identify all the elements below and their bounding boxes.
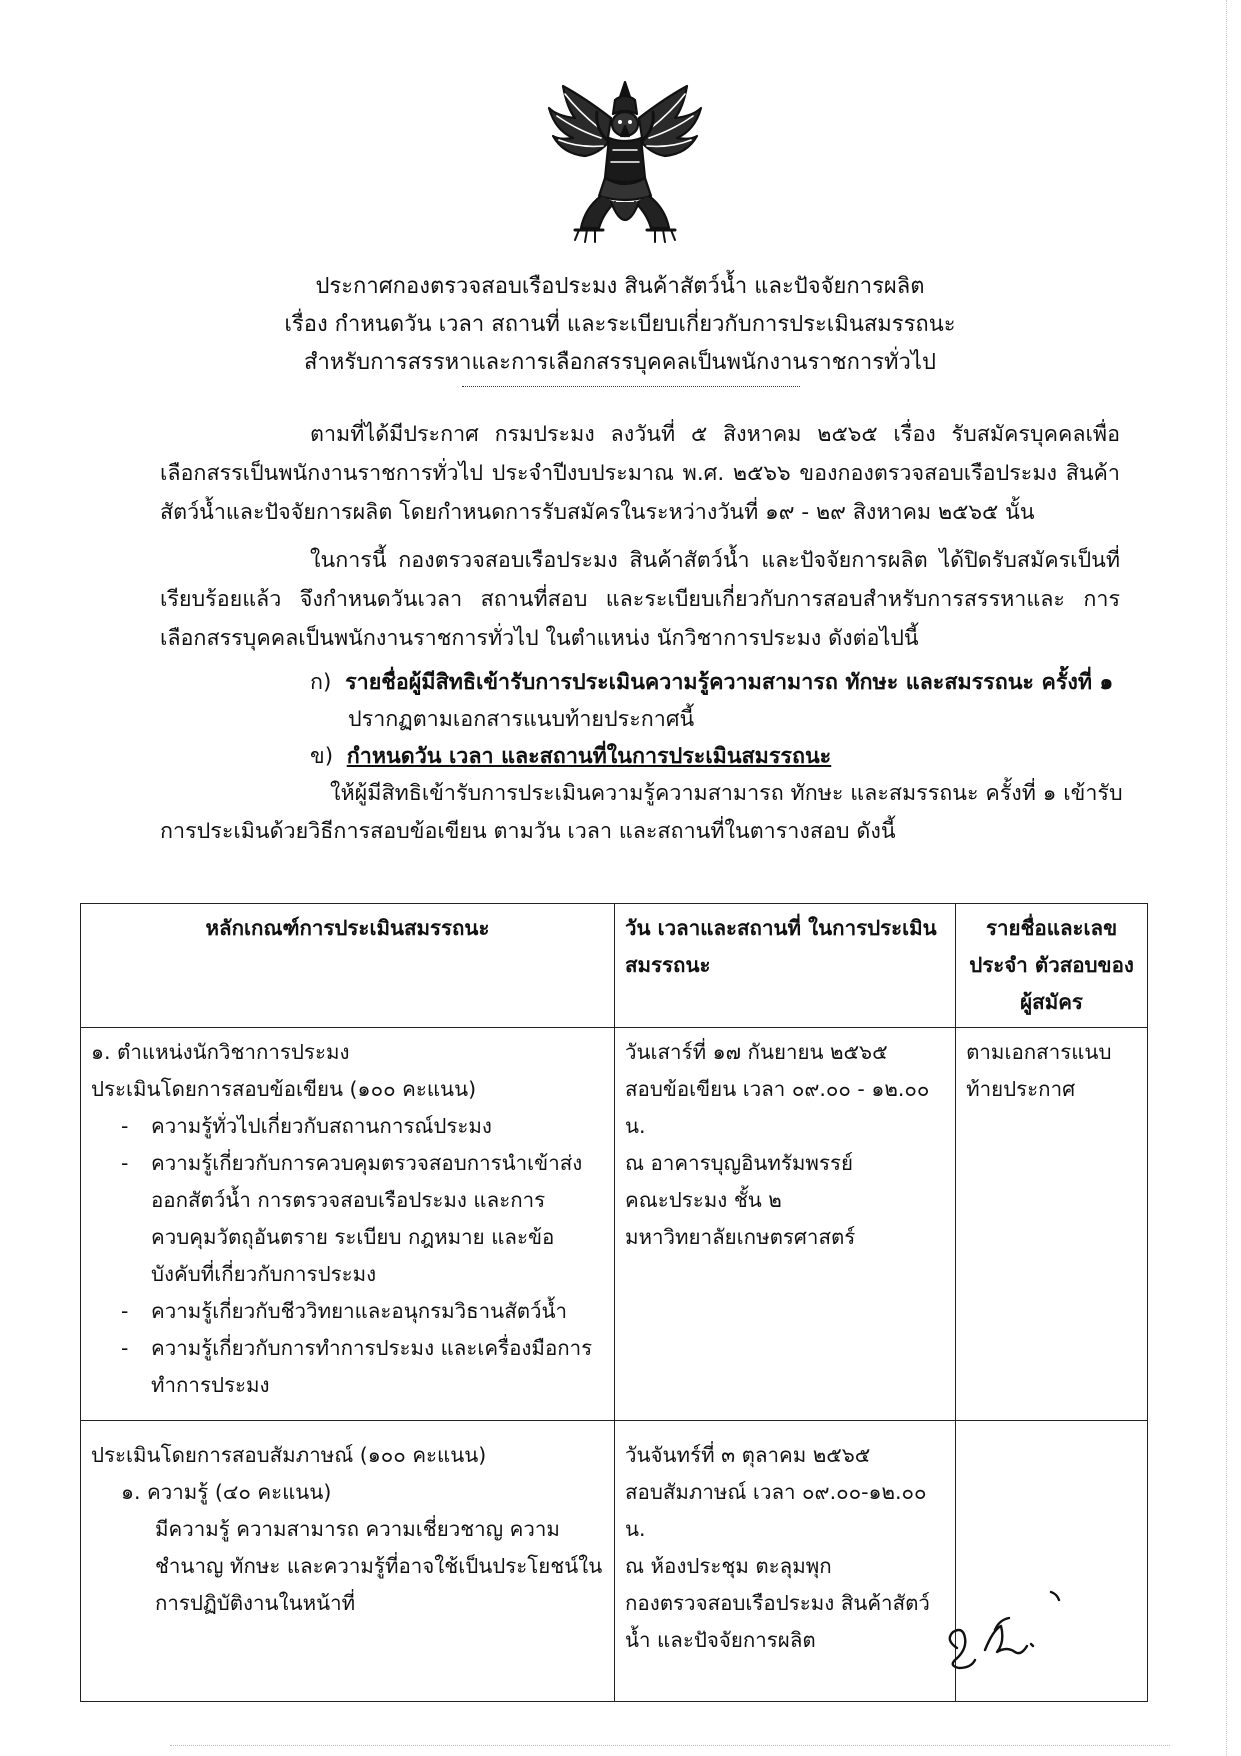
item-b-label: ข) xyxy=(310,744,334,769)
table-header-row xyxy=(81,904,1148,1028)
row2-sub-text: มีความรู้ ความสามารถ ความเชี่ยวชาญ ความชำนาญ ทักษะ และความรู้ที่อาจใช้เป็นประโยชน์ในการปฏิบัติงานในหน้าที่ xyxy=(155,1517,603,1615)
item-a-title: รายชื่อผู้มีสิทธิเข้ารับการประเมินความรู้ความสามารถ ทักษะ และสมรรถนะ ครั้งที่ ๑ xyxy=(345,670,1114,695)
row1-bullet-3 xyxy=(91,1293,604,1330)
row2-place-2: กองตรวจสอบเรือประมง สินค้าสัตว์น้ำ และปัจจัยการผลิต xyxy=(625,1591,930,1652)
bullet-text: ความรู้เกี่ยวกับการควบคุมตรวจสอบการนำเข้าส่งออกสัตว์น้ำ การตรวจสอบเรือประมง และการควบคุมวัตถุอันตราย ระเบียบ กฎหมาย และข้อบังคับที่เกี่ยวกับการประมง xyxy=(151,1151,583,1286)
row2-date: วันจันทร์ที่ ๓ ตุลาคม ๒๕๖๕ xyxy=(625,1443,871,1467)
row1-criteria xyxy=(81,1028,615,1421)
title-divider xyxy=(462,386,800,387)
row2-place-1: ณ ห้องประชุม ตะลุมพุก xyxy=(625,1554,832,1578)
scan-right-edge xyxy=(1226,0,1227,1756)
exam-schedule-table xyxy=(80,903,1148,1702)
table-row xyxy=(81,1028,1148,1421)
row1-time: สอบข้อเขียน เวลา ๐๙.๐๐ - ๑๒.๐๐ น. xyxy=(625,1077,930,1138)
bullet-dash: - xyxy=(121,1151,129,1175)
bullet-dash: - xyxy=(121,1114,129,1138)
announcement-title-line-3: สำหรับการสรรหาและการเลือกสรรบุคคลเป็นพนักงานราชการทั่วไป xyxy=(304,350,936,375)
row1-place-2: คณะประมง ชั้น ๒ xyxy=(625,1188,782,1212)
row1-method: ประเมินโดยการสอบข้อเขียน (๑๐๐ คะแนน) xyxy=(91,1077,477,1101)
paragraph-2-text: ในการนี้ กองตรวจสอบเรือประมง สินค้าสัตว์น้ำ และปัจจัยการผลิต ได้ปิดรับสมัครเป็นที่เรียบร้อยแล้ว จึงกำหนดวันเวลา สถานที่สอบ และระเบียบเกี่ยวกับการสอบสำหรับการสรรหาและ การเลือกสรรบุคคลเป็นพนักงานราชการทั่วไป ในตำแหน่ง นักวิชาการประมง ดังต่อไปนี้ xyxy=(160,548,1120,651)
garuda-emblem-icon xyxy=(545,78,705,246)
item-b-text-2: การประเมินด้วยวิธีการสอบข้อเขียน ตามวัน เวลา และสถานที่ในตารางสอบ ดังนี้ xyxy=(160,819,896,844)
paragraph-2 xyxy=(160,541,1120,658)
announcement-title-line-1: ประกาศกองตรวจสอบเรือประมง สินค้าสัตว์น้ำ และปัจจัยการผลิต xyxy=(315,274,925,299)
scan-edge-dots xyxy=(170,1745,1170,1746)
row2-method: ประเมินโดยการสอบสัมภาษณ์ (๑๐๐ คะแนน) xyxy=(91,1443,487,1467)
row2-time: สอบสัมภาษณ์ เวลา ๐๙.๐๐-๑๒.๐๐ น. xyxy=(625,1480,927,1541)
header-date-place: วัน เวลาและสถานที่ ในการประเมินสมรรถนะ xyxy=(615,904,956,1028)
item-b-text-1: ให้ผู้มีสิทธิเข้ารับการประเมินความรู้ความสามารถ ทักษะ และสมรรถนะ ครั้งที่ ๑ เข้ารับ xyxy=(330,781,1123,806)
row1-bullet-2 xyxy=(91,1145,604,1293)
item-a-text: ปรากฏตามเอกสารแนบท้ายประกาศนี้ xyxy=(348,707,695,732)
handwritten-signature xyxy=(935,1590,1075,1680)
bullet-text: ความรู้เกี่ยวกับชีววิทยาและอนุกรมวิธานสัตว์น้ำ xyxy=(151,1299,568,1323)
row1-date-place xyxy=(615,1028,956,1421)
item-b xyxy=(310,737,831,776)
row2-sub-title: ๑. ความรู้ (๔๐ คะแนน) xyxy=(121,1480,332,1504)
item-b-title: กำหนดวัน เวลา และสถานที่ในการประเมินสมรรถนะ xyxy=(346,744,832,769)
row2-criteria xyxy=(81,1421,615,1702)
header-criteria: หลักเกณฑ์การประเมินสมรรถนะ xyxy=(81,904,615,1028)
bullet-text: ความรู้เกี่ยวกับการทำการประมง และเครื่องมือการทำการประมง xyxy=(151,1336,593,1397)
item-a xyxy=(310,663,1113,702)
bullet-dash: - xyxy=(121,1299,129,1323)
item-a-label: ก) xyxy=(310,670,332,695)
row1-place-3: มหาวิทยาลัยเกษตรศาสตร์ xyxy=(625,1225,856,1249)
row1-bullet-4 xyxy=(91,1330,604,1404)
paragraph-1 xyxy=(160,415,1120,532)
paragraph-1-text: ตามที่ได้มีประกาศ กรมประมง ลงวันที่ ๕ สิงหาคม ๒๕๖๕ เรื่อง รับสมัครบุคคลเพื่อเลือกสรรเป็นพนักงานราชการทั่วไป ประจำปีงบประมาณ พ.ศ. ๒๕๖๖ ของกองตรวจสอบเรือประมง สินค้าสัตว์น้ำและปัจจัยการผลิต โดยกำหนดการรับสมัครในระหว่างวันที่ ๑๙ - ๒๙ สิงหาคม ๒๕๖๕ นั้น xyxy=(160,422,1120,525)
row1-date: วันเสาร์ที่ ๑๗ กันยายน ๒๕๖๕ xyxy=(625,1040,888,1064)
announcement-title-line-2: เรื่อง กำหนดวัน เวลา สถานที่ และระเบียบเกี่ยวกับการประเมินสมรรถนะ xyxy=(284,312,956,337)
bullet-dash: - xyxy=(121,1336,129,1360)
header-candidate-list: รายชื่อและเลขประจำ ตัวสอบของผู้สมัคร xyxy=(956,904,1148,1028)
row1-place-1: ณ อาคารบุญอินทรัมพรรย์ xyxy=(625,1151,853,1175)
row1-candidate-list: ตามเอกสารแนบท้ายประกาศ xyxy=(956,1028,1148,1421)
bullet-text: ความรู้ทั่วไปเกี่ยวกับสถานการณ์ประมง xyxy=(151,1114,492,1138)
row2-date-place xyxy=(615,1421,956,1702)
row1-position: ๑. ตำแหน่งนักวิชาการประมง xyxy=(91,1040,350,1064)
row1-bullet-1 xyxy=(91,1108,604,1145)
